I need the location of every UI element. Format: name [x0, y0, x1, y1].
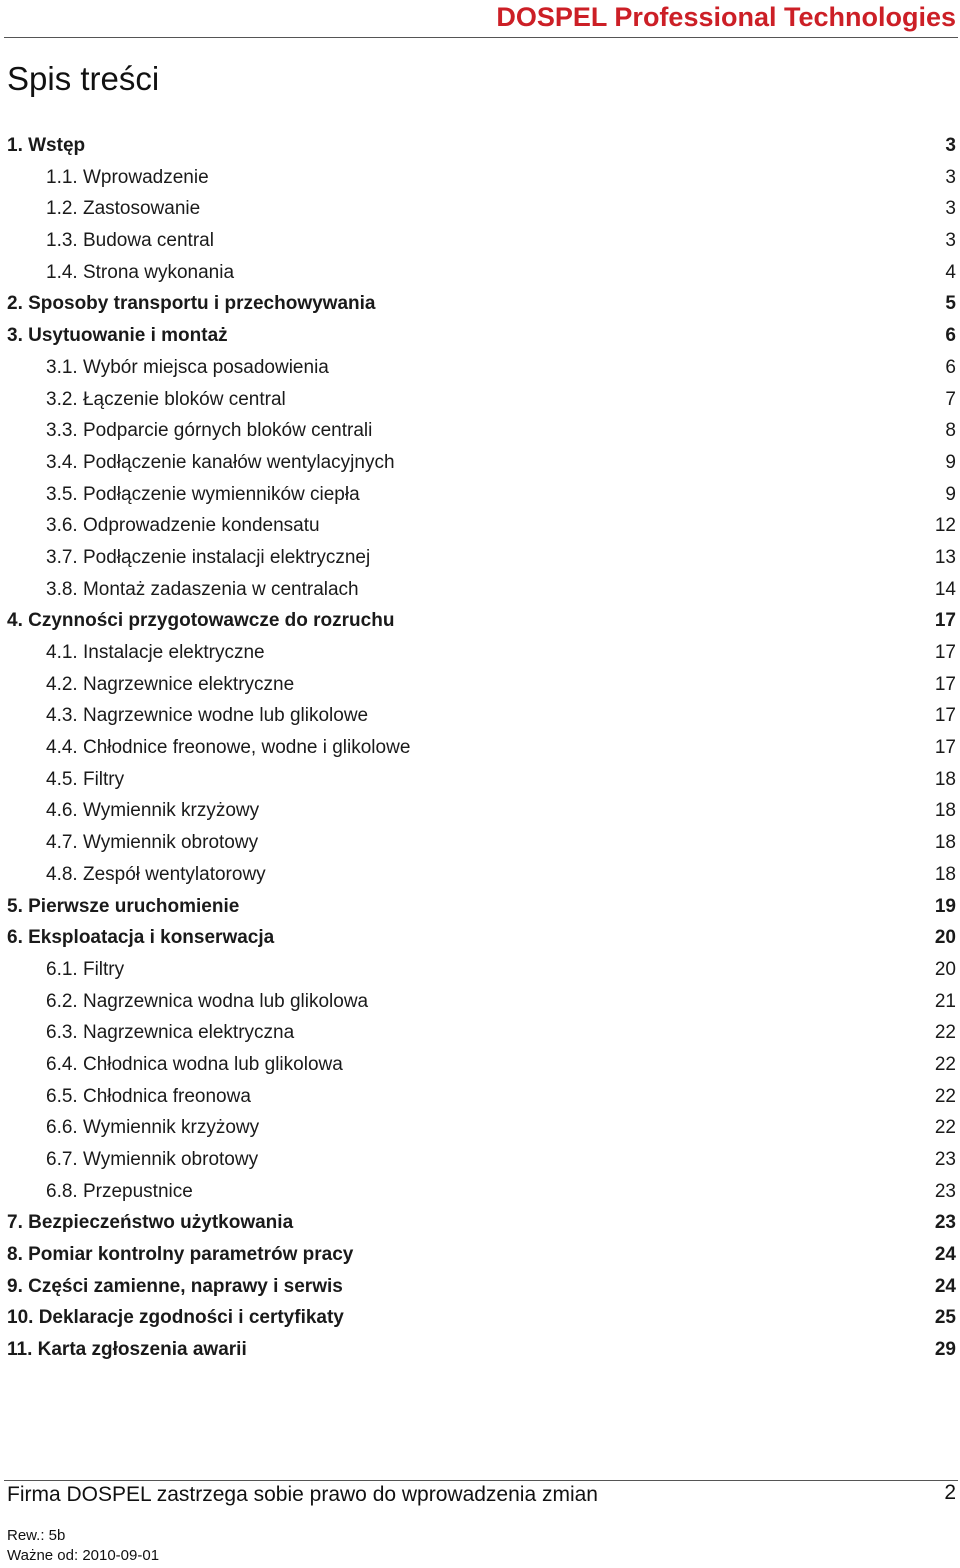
toc-entry-label: 11. Karta zgłoszenia awarii — [7, 1339, 247, 1361]
footer-revision: Rew.: 5b — [7, 1527, 66, 1544]
toc-section-entry[interactable] — [0, 510, 960, 542]
toc-chapter-entry[interactable] — [0, 605, 960, 637]
toc-entry-label: 4.3. Nagrzewnice wodne lub glikolowe — [46, 705, 369, 727]
toc-entry-page: 3 — [945, 166, 956, 188]
footer-valid-from: Ważne od: 2010-09-01 — [7, 1547, 160, 1564]
toc-section-entry[interactable] — [0, 447, 960, 479]
toc-section-entry[interactable] — [0, 859, 960, 891]
toc-entry-page: 6 — [945, 325, 956, 347]
toc-entry-page: 7 — [945, 388, 956, 410]
toc-section-entry[interactable] — [0, 542, 960, 574]
toc-chapter-entry[interactable] — [0, 1334, 960, 1366]
toc-entry-label: 6.3. Nagrzewnica elektryczna — [46, 1022, 295, 1044]
toc-section-entry[interactable] — [0, 1112, 960, 1144]
toc-section-entry[interactable] — [0, 257, 960, 289]
toc-entry-page: 17 — [934, 610, 956, 632]
toc-entry-page: 22 — [934, 1117, 956, 1139]
toc-entry-label: 10. Deklaracje zgodności i certyfikaty — [7, 1307, 344, 1329]
toc-entry-page: 22 — [934, 1022, 956, 1044]
toc-entry-label: 3.5. Podłączenie wymienników ciepła — [46, 483, 360, 505]
toc-entry-label: 4.4. Chłodnice freonowe, wodne i glikolowe — [46, 737, 411, 759]
toc-entry-page: 22 — [934, 1085, 956, 1107]
toc-entry-label: 1.3. Budowa central — [46, 230, 214, 252]
toc-entry-label: 4.7. Wymiennik obrotowy — [46, 832, 259, 854]
toc-entry-page: 8 — [945, 420, 956, 442]
toc-entry-page: 17 — [934, 642, 956, 663]
toc-section-entry[interactable] — [0, 764, 960, 796]
toc-entry-page: 23 — [934, 1212, 956, 1234]
toc-entry-page: 19 — [934, 895, 956, 917]
toc-chapter-entry[interactable] — [0, 1302, 960, 1334]
toc-entry-page: 9 — [945, 483, 956, 505]
toc-entry-label: 1.1. Wprowadzenie — [46, 166, 209, 188]
toc-entry-label: 6.8. Przepustnice — [46, 1180, 193, 1202]
toc-section-entry[interactable] — [0, 352, 960, 384]
toc-entry-label: 4. Czynności przygotowawcze do rozruchu — [7, 610, 395, 632]
toc-section-entry[interactable] — [0, 732, 960, 764]
toc-section-entry[interactable] — [0, 1017, 960, 1049]
toc-entry-page: 17 — [934, 737, 956, 759]
toc-section-entry[interactable] — [0, 669, 960, 701]
toc-section-entry[interactable] — [0, 193, 960, 225]
toc-chapter-entry[interactable] — [0, 1271, 960, 1303]
toc-entry-label: 5. Pierwsze uruchomienie — [7, 895, 240, 917]
toc-chapter-entry[interactable] — [0, 130, 960, 162]
toc-chapter-entry[interactable] — [0, 320, 960, 352]
toc-entry-page: 4 — [945, 261, 956, 283]
toc-entry-page: 24 — [934, 1275, 956, 1297]
toc-entry-label: 2. Sposoby transportu i przechowywania — [7, 293, 376, 315]
toc-section-entry[interactable] — [0, 415, 960, 447]
toc-section-entry[interactable] — [0, 1049, 960, 1081]
toc-entry-page: 23 — [934, 1180, 956, 1202]
footer-notice: Firma DOSPEL zastrzega sobie prawo do wprowadzenia zmian — [7, 1483, 598, 1506]
toc-entry-label: 3.2. Łączenie bloków central — [46, 388, 286, 410]
footer-page-number: 2 — [944, 1481, 956, 1504]
toc-chapter-entry[interactable] — [0, 1239, 960, 1271]
toc-section-entry[interactable] — [0, 700, 960, 732]
toc-entry-label: 3. Usytuowanie i montaż — [7, 325, 228, 347]
toc-entry-label: 3.1. Wybór miejsca posadowienia — [46, 356, 329, 378]
toc-section-entry[interactable] — [0, 225, 960, 257]
toc-section-entry[interactable] — [0, 954, 960, 986]
toc-entry-page: 12 — [934, 515, 956, 537]
toc-section-entry[interactable] — [0, 795, 960, 827]
page-title: Spis treści — [7, 60, 160, 97]
toc-entry-label: 6.4. Chłodnica wodna lub glikolowa — [46, 1053, 343, 1075]
toc-section-entry[interactable] — [0, 574, 960, 606]
toc-entry-label: 4.8. Zespół wentylatorowy — [46, 863, 266, 885]
toc-entry-label: 3.8. Montaż zadaszenia w centralach — [46, 578, 359, 600]
toc-entry-label: 6.1. Filtry — [46, 958, 125, 980]
header-divider — [4, 37, 958, 38]
toc-entry-page: 18 — [934, 768, 956, 790]
toc-entry-label: 3.4. Podłączenie kanałów wentylacyjnych — [46, 451, 395, 473]
toc-entry-page: 9 — [945, 451, 956, 473]
toc-chapter-entry[interactable] — [0, 922, 960, 954]
toc-entry-page: 25 — [934, 1307, 956, 1329]
toc-entry-page: 3 — [945, 198, 956, 220]
toc-entry-label: 6.5. Chłodnica freonowa — [46, 1085, 251, 1107]
toc-section-entry[interactable] — [0, 1144, 960, 1176]
toc-entry-label: 9. Części zamienne, naprawy i serwis — [7, 1275, 343, 1297]
toc-entry-page: 17 — [934, 705, 956, 727]
toc-entry-label: 6.7. Wymiennik obrotowy — [46, 1149, 259, 1170]
toc-entry-page: 24 — [934, 1244, 956, 1266]
toc-entry-label: 6.2. Nagrzewnica wodna lub glikolowa — [46, 990, 369, 1012]
toc-section-entry[interactable] — [0, 1176, 960, 1208]
toc-section-entry[interactable] — [0, 384, 960, 416]
toc-entry-label: 1. Wstęp — [7, 135, 86, 156]
toc-section-entry[interactable] — [0, 162, 960, 194]
toc-chapter-entry[interactable] — [0, 288, 960, 320]
toc-entry-page: 17 — [934, 673, 956, 695]
toc-entry-label: 1.4. Strona wykonania — [46, 261, 235, 283]
toc-entry-page: 3 — [945, 230, 956, 252]
toc-entry-label: 3.3. Podparcie górnych bloków centrali — [46, 420, 373, 442]
toc-chapter-entry[interactable] — [0, 1207, 960, 1239]
header-brand: DOSPEL Professional Technologies — [496, 2, 956, 32]
toc-entry-page: 5 — [945, 293, 956, 315]
toc-entry-label: 1.2. Zastosowanie — [46, 198, 201, 220]
toc-entry-page: 18 — [934, 800, 956, 822]
toc-section-entry[interactable] — [0, 827, 960, 859]
toc-entry-page: 20 — [934, 958, 956, 980]
toc-list — [0, 130, 960, 1366]
toc-entry-label: 3.6. Odprowadzenie kondensatu — [46, 515, 320, 537]
toc-entry-page: 21 — [934, 990, 956, 1012]
toc-entry-label: 4.5. Filtry — [46, 768, 125, 790]
toc-entry-page: 3 — [945, 135, 956, 156]
toc-entry-label: 6.6. Wymiennik krzyżowy — [46, 1117, 260, 1139]
toc-entry-page: 14 — [934, 578, 956, 600]
toc-entry-page: 29 — [934, 1339, 956, 1361]
toc-entry-page: 18 — [934, 832, 956, 854]
toc-entry-page: 13 — [934, 546, 956, 568]
toc-section-entry[interactable] — [0, 1081, 960, 1113]
toc-entry-page: 23 — [934, 1149, 956, 1170]
toc-entry-page: 6 — [945, 356, 956, 378]
toc-entry-label: 8. Pomiar kontrolny parametrów pracy — [7, 1244, 354, 1266]
toc-chapter-entry[interactable] — [0, 891, 960, 923]
footer-divider — [4, 1480, 958, 1481]
toc-section-entry[interactable] — [0, 479, 960, 511]
toc-section-entry[interactable] — [0, 637, 960, 669]
toc-entry-label: 7. Bezpieczeństwo użytkowania — [7, 1212, 294, 1234]
toc-entry-page: 22 — [934, 1053, 956, 1075]
toc-entry-page: 20 — [934, 927, 956, 949]
toc-entry-page: 18 — [934, 863, 956, 885]
toc-entry-label: 3.7. Podłączenie instalacji elektrycznej — [46, 546, 371, 568]
toc-entry-label: 4.1. Instalacje elektryczne — [46, 642, 265, 663]
toc-section-entry[interactable] — [0, 986, 960, 1018]
toc-entry-label: 6. Eksploatacja i konserwacja — [7, 927, 275, 949]
toc-entry-label: 4.6. Wymiennik krzyżowy — [46, 800, 260, 822]
toc-entry-label: 4.2. Nagrzewnice elektryczne — [46, 673, 295, 695]
